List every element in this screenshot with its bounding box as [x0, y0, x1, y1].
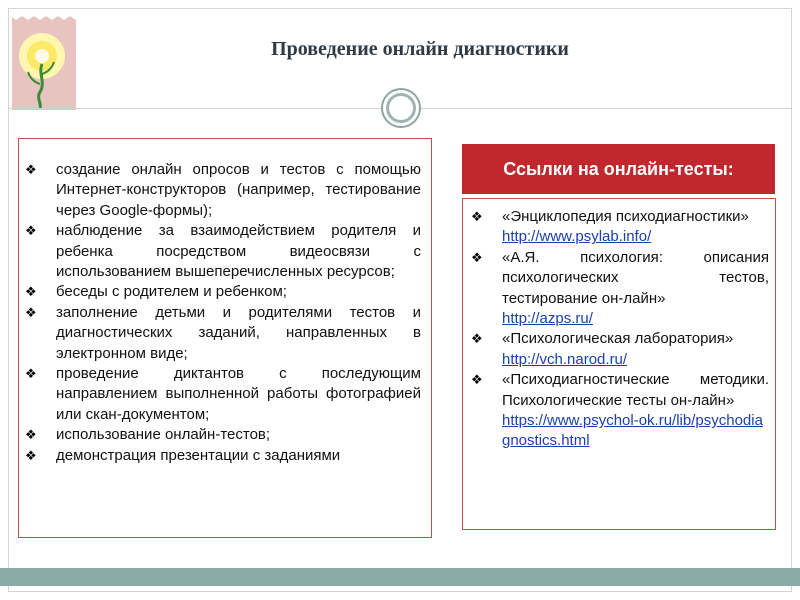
diamond-bullet-icon: ❖ — [25, 447, 37, 463]
candle-logo-icon — [12, 12, 76, 110]
list-item — [19, 425, 433, 445]
vch-narod-link[interactable]: http://vch.narod.ru/ — [502, 350, 628, 368]
azps-link[interactable]: http://azps.ru/ — [502, 310, 593, 328]
diamond-bullet-icon: ❖ — [471, 331, 483, 347]
method-text: проведение диктантов с последующим направлением выполненной работы фотографией или скан-документом; — [56, 365, 421, 423]
method-text: демонстрация презентации с заданиями — [56, 446, 341, 464]
link-description: «Психологическая лаборатория» — [502, 330, 734, 348]
footer-bar — [0, 568, 800, 586]
list-item — [19, 282, 433, 302]
psylab-link[interactable]: http://www.psylab.info/ — [502, 228, 652, 246]
diamond-bullet-icon: ❖ — [25, 223, 37, 239]
link-item — [463, 370, 777, 452]
method-text: беседы с родителем и ребенком; — [56, 283, 287, 301]
link-item — [463, 248, 777, 330]
methods-panel — [18, 138, 432, 538]
list-item — [19, 446, 433, 466]
diamond-bullet-icon: ❖ — [25, 162, 37, 177]
list-item — [19, 160, 433, 221]
diamond-bullet-icon: ❖ — [471, 209, 483, 224]
diamond-bullet-icon: ❖ — [25, 304, 37, 320]
diamond-bullet-icon: ❖ — [471, 372, 483, 388]
page-title: Проведение онлайн диагностики — [271, 38, 569, 60]
link-item — [463, 329, 777, 370]
list-item — [19, 221, 433, 282]
method-text: заполнение детьми и родителями тестов и диагностических заданий, направленных в электронном виде; — [56, 303, 421, 362]
method-text: наблюдение за взаимодействием родителя и ребенка посредством видеосвязи с использованием вышеперечисленных ресурсов; — [56, 222, 421, 281]
links-panel — [462, 198, 776, 530]
diamond-bullet-icon: ❖ — [25, 284, 37, 300]
method-text: создание онлайн опросов и тестов с помощью Интернет-конструкторов (например, тестирование через Google-формы); — [56, 161, 421, 219]
psychol-ok-link[interactable]: https://www.psychol-ok.ru/lib/psychodiagnostics.html — [502, 412, 763, 450]
link-description: «Психодиагностические методики. Психологические тесты он-лайн» — [502, 371, 769, 409]
method-text: использование онлайн-тестов; — [56, 426, 271, 444]
link-description: «А.Я. психология: описания психологических тестов, тестирование он-лайн» — [502, 248, 769, 307]
link-description: «Энциклопедия психодиагностики» — [502, 208, 749, 225]
list-item — [19, 303, 433, 364]
link-item — [463, 207, 777, 248]
circle-ornament-icon — [381, 88, 421, 128]
links-list — [463, 207, 777, 452]
diamond-bullet-icon: ❖ — [471, 249, 483, 265]
diamond-bullet-icon: ❖ — [25, 366, 37, 382]
diamond-bullet-icon: ❖ — [25, 427, 37, 443]
links-header: Ссылки на онлайн-тесты: — [462, 144, 775, 194]
list-item — [19, 364, 433, 425]
methods-list — [19, 160, 433, 466]
